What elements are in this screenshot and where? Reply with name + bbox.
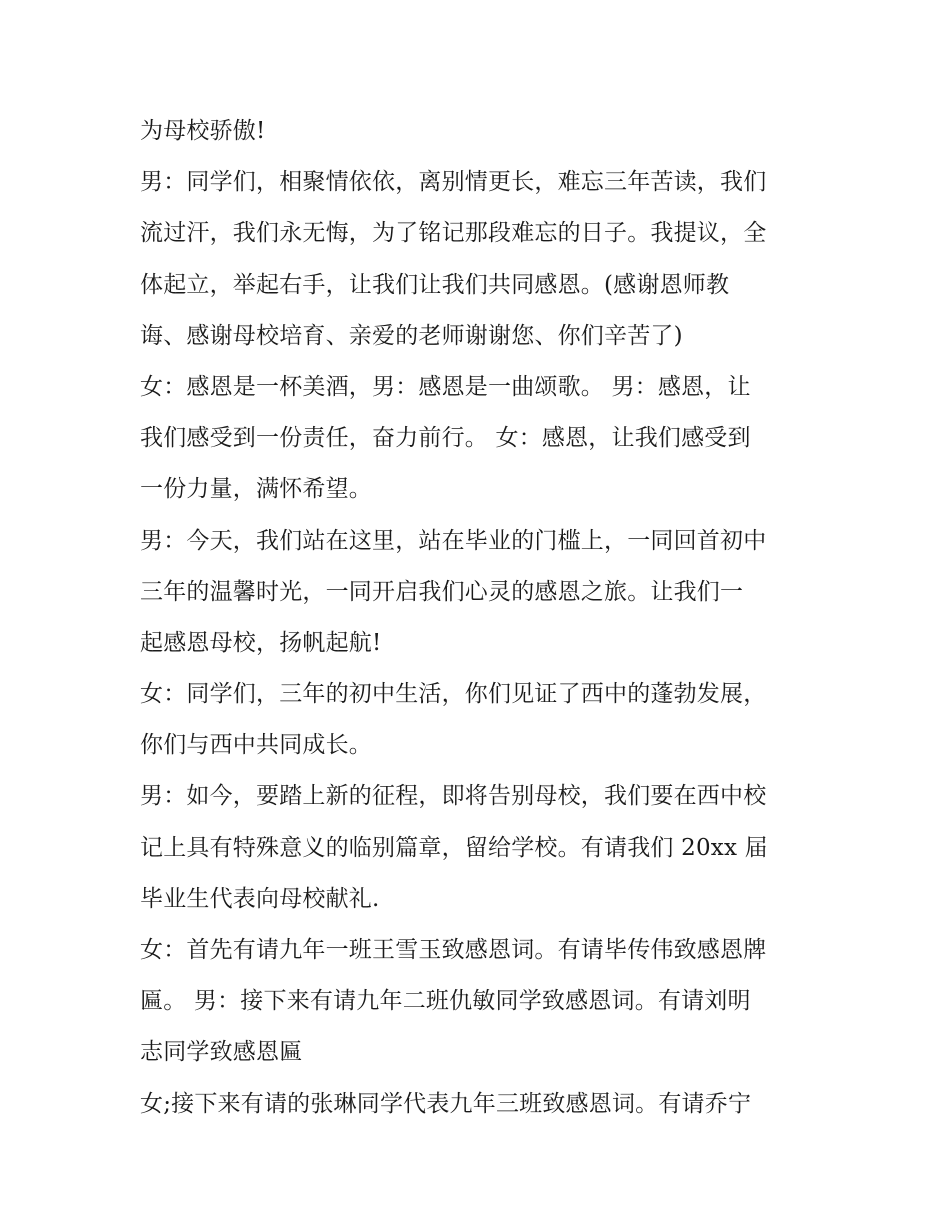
text-line: 男：同学们，相聚情依依，离别情更长，难忘三年苦读，我们 xyxy=(140,169,767,196)
text-line: 女：首先有请九年一班王雪玉致感恩词。有请毕传伟致感恩牌 xyxy=(140,937,767,963)
text-line: 为母校骄傲! xyxy=(140,118,266,144)
text-line: 女;接下来有请的张琳同学代表九年三班致感恩词。有请乔宁 xyxy=(140,1090,752,1117)
text-line: 女：同学们，三年的初中生活，你们见证了西中的蓬勃发展， xyxy=(140,681,767,708)
text-line: 志同学致感恩匾 xyxy=(140,1039,303,1066)
document-body xyxy=(140,106,820,1130)
text-line: 记上具有特殊意义的临别篇章，留给学校。有请我们 20xx 届 xyxy=(140,834,768,861)
text-line: 起感恩母校，扬帆起航! xyxy=(140,629,382,656)
text-line: 一份力量，满怀希望。 xyxy=(140,476,372,503)
text-line: 我们感受到一份责任，奋力前行。 女：感恩，让我们感受到 xyxy=(140,425,751,452)
text-line: 毕业生代表向母校献礼. xyxy=(140,885,380,912)
text-line: 你们与西中共同成长。 xyxy=(140,732,372,759)
text-line: 体起立，举起右手，让我们让我们共同感恩。(感谢恩师教 xyxy=(140,271,730,298)
text-line: 三年的温馨时光，一同开启我们心灵的感恩之旅。让我们一 xyxy=(140,578,744,605)
text-line: 男：今天，我们站在这里，站在毕业的门槛上，一同回首初中 xyxy=(140,527,767,554)
text-line: 女：感恩是一杯美酒，男：感恩是一曲颂歌。 男：感恩，让 xyxy=(140,373,751,400)
text-line: 匾。 男：接下来有请九年二班仇敏同学致感恩词。有请刘明 xyxy=(140,988,751,1015)
text-line: 男：如今，要踏上新的征程，即将告别母校，我们要在西中校 xyxy=(140,783,767,810)
text-line: 诲、感谢母校培育、亲爱的老师谢谢您、你们辛苦了) xyxy=(140,322,683,349)
text-line: 流过汗，我们永无悔，为了铭记那段难忘的日子。我提议，全 xyxy=(140,220,767,247)
